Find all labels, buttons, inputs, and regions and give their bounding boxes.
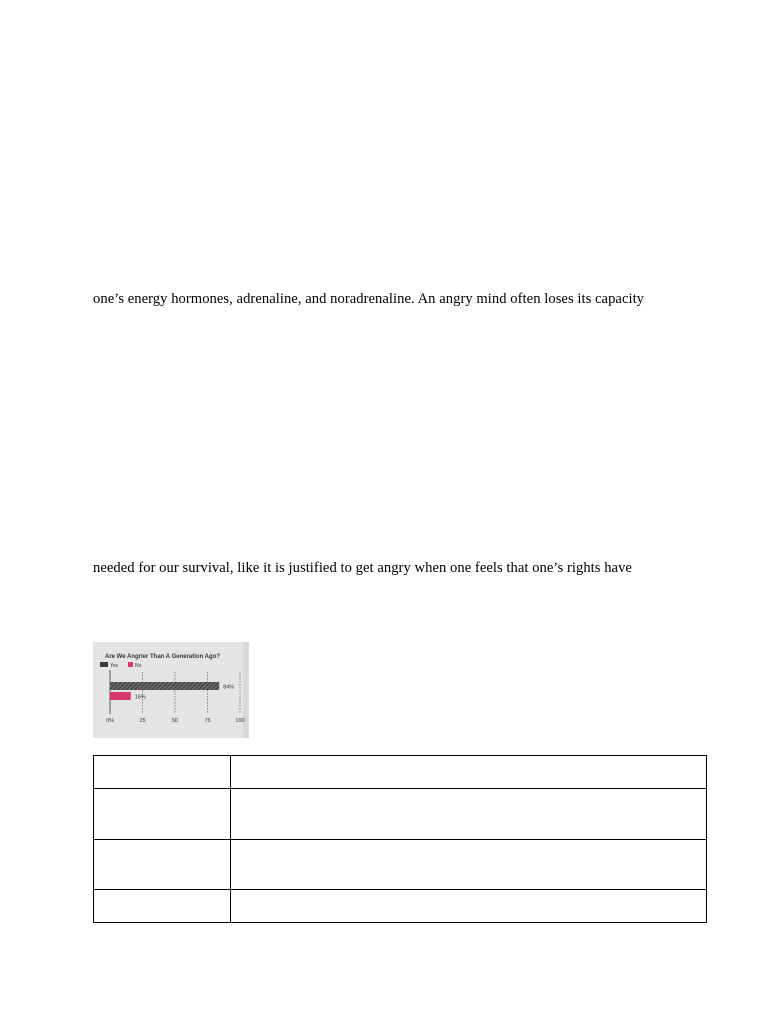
table-cell bbox=[231, 756, 707, 789]
bar-yes bbox=[110, 682, 219, 690]
table-cell bbox=[231, 890, 707, 923]
table-cell bbox=[231, 789, 707, 840]
x-tick-label: 0% bbox=[106, 718, 114, 724]
x-tick-label: 25 bbox=[139, 718, 146, 724]
paragraph-line: needed for our survival, like it is justified to get angry when one feels that one’s rights have bbox=[93, 560, 632, 576]
x-tick-label: 75 bbox=[204, 718, 211, 724]
value-label-yes: 84% bbox=[223, 684, 235, 691]
bar-chart bbox=[93, 642, 249, 738]
table-row bbox=[94, 756, 707, 789]
table-cell bbox=[94, 756, 231, 789]
table-cell bbox=[231, 840, 707, 890]
bar-no bbox=[110, 692, 131, 700]
paragraph-line: one’s energy hormones, adrenaline, and noradrenaline. An angry mind often loses its capacity bbox=[93, 291, 645, 307]
document-table bbox=[93, 755, 707, 923]
table-cell bbox=[94, 840, 231, 890]
legend-no-swatch bbox=[128, 662, 133, 667]
table-row bbox=[94, 890, 707, 923]
table-row bbox=[94, 840, 707, 890]
table-row bbox=[94, 789, 707, 840]
chart-title: Are We Angrier Than A Generation Ago? bbox=[105, 654, 221, 660]
table-cell bbox=[94, 890, 231, 923]
legend-yes-label: Yes bbox=[110, 663, 119, 669]
x-tick-label: 50 bbox=[171, 718, 179, 724]
table-cell bbox=[94, 789, 231, 840]
x-tick-label: 100 bbox=[235, 718, 245, 724]
legend-no-label: No bbox=[135, 663, 142, 669]
legend-yes-swatch bbox=[100, 662, 108, 667]
value-label-no: 16% bbox=[134, 694, 146, 701]
table-body bbox=[94, 756, 707, 923]
chart-figure bbox=[93, 642, 249, 738]
